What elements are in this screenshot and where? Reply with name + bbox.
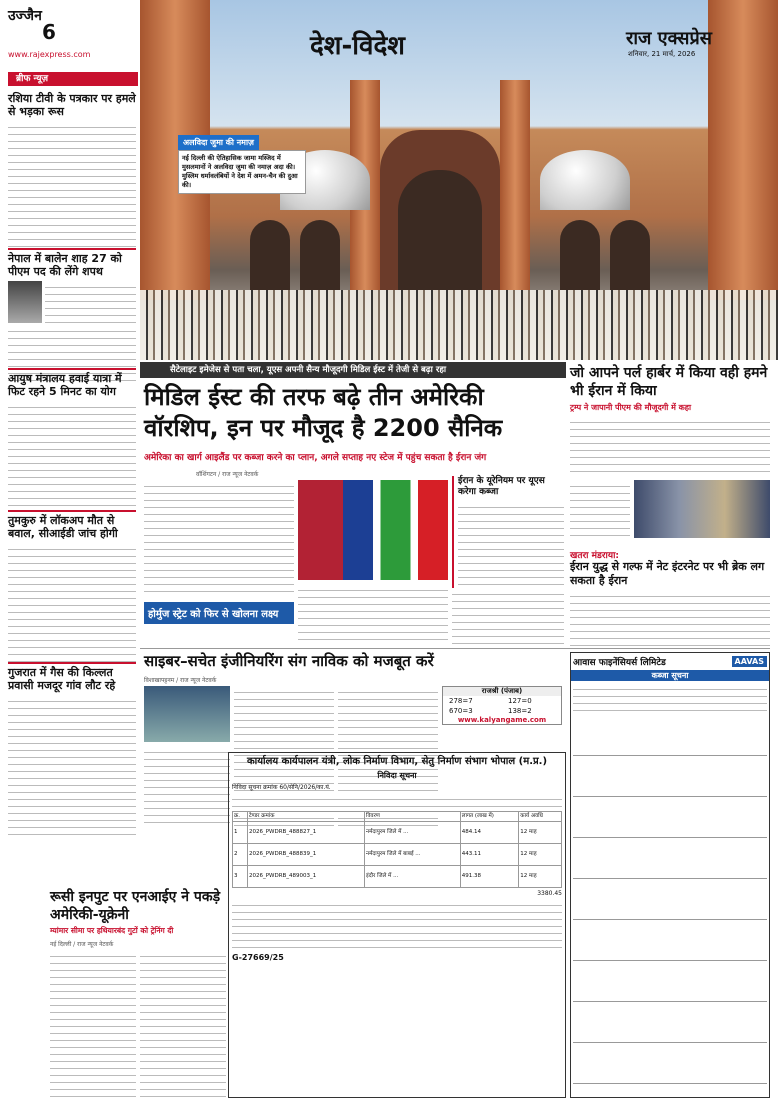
brief-2-title: नेपाल में बालेन शाह 27 को पीएम पद की लेंगे शपथ bbox=[8, 252, 122, 278]
pearl-headline: जो आपने पर्ल हार्बर में किया वही हमने भी ईरान में किया bbox=[570, 365, 768, 399]
brief-1 bbox=[8, 92, 136, 251]
tender-cell: नर्मदापुरम जिले में ... bbox=[365, 822, 461, 844]
tender-cell: इंदौर जिले में ... bbox=[365, 866, 461, 888]
page-number: 6 bbox=[42, 20, 56, 44]
tender-office: कार्यालय कार्यपालन यंत्री, लोक निर्माण विभाग, सेतु निर्माण संभाग भोपाल (म.प्र.) bbox=[246, 756, 548, 767]
photo-caption: नई दिल्ली की ऐतिहासिक जामा मस्जिद में मुसलमानों ने अलविदा जुमा की नमाज़ अदा की। मुस्लिम धर्मावलंबियों ने देश में अमन-चैन की दुआ की। bbox=[178, 150, 306, 194]
cyber-headline: साइबर–सचेत इंजीनियरिंग संग नाविक को मजबूत करें bbox=[144, 652, 434, 670]
tender-col-header: लागत (लाख में) bbox=[460, 812, 518, 822]
lead-byline: वॉशिंगटन / राज न्यूज नेटवर्क bbox=[196, 471, 259, 478]
brief-4 bbox=[8, 514, 136, 663]
photo-tag: अलविदा जुमा की नमाज़ bbox=[178, 135, 259, 150]
headline-strip: सैटेलाइट इमेजेस से पता चला, यूएस अपनी सैन्य मौजूदगी मिडिल ईस्ट में तेजी से बढ़ा रहा bbox=[140, 362, 566, 378]
brief-4-title: तुमकुरु में लॉकअप मौत से बवाल, सीआईडी जांच होगी bbox=[8, 514, 118, 540]
uranium-box-title: ईरान के यूरेनियम पर यूएस करेगा कब्जा bbox=[458, 476, 545, 497]
tender-table bbox=[232, 811, 562, 888]
tender-cell: 2026_PWDRB_489003_1 bbox=[247, 866, 364, 888]
tender-row bbox=[233, 844, 562, 866]
brief-1-title: रशिया टीवी के पत्रकार पर हमले से भड़का रूस bbox=[8, 92, 136, 118]
brief-2 bbox=[8, 252, 136, 385]
tender-cell: 491.38 bbox=[460, 866, 518, 888]
tender-cell: 2 bbox=[233, 844, 248, 866]
cyber-body-0 bbox=[144, 746, 230, 826]
tender-col-header: कार्य अवधि bbox=[519, 812, 562, 822]
aavas-subtitle: कब्जा सूचना bbox=[571, 670, 769, 681]
tender-cell: 3 bbox=[233, 866, 248, 888]
cyber-photo bbox=[144, 686, 230, 742]
rusi-headline-main: रूसी इनपुट पर एनआईए ने पकड़े अमेरिकी-यूक्रेनी bbox=[50, 889, 221, 923]
rusi-byline: नई दिल्ली / राज न्यूज नेटवर्क bbox=[50, 941, 114, 948]
lottery-cell: 278=7 bbox=[449, 697, 473, 705]
rusi-body-1 bbox=[50, 950, 136, 1100]
site-url[interactable]: www.rajexpress.com bbox=[8, 50, 91, 59]
tender-ref: निविदा सूचना क्रमांक 60/सेनि/2026/का.यं. bbox=[232, 784, 331, 791]
lead-quote: होर्मुज स्ट्रेट को फिर से खोलना लक्ष्य bbox=[144, 602, 294, 624]
tender-title: निविदा सूचना bbox=[377, 771, 417, 780]
lottery-box bbox=[442, 686, 562, 725]
aavas-title: आवास फाइनेंसियर्स लिमिटेड bbox=[573, 658, 666, 668]
internet-headline: ईरान युद्ध से गल्फ में नेट इंटरनेट पर भी ब्रेक लग सकता है ईरान bbox=[570, 560, 765, 587]
aavas-notice bbox=[570, 652, 770, 1098]
lottery-cell: 127=0 bbox=[508, 697, 532, 705]
lead-headline: मिडिल ईस्ट की तरफ बढ़े तीन अमेरिकी वॉरशिप, इन पर मौजूद है 2200 सैनिक bbox=[144, 383, 503, 442]
section-title: देश-विदेश bbox=[310, 31, 405, 61]
tender-row bbox=[233, 822, 562, 844]
tender-col-header: विवरण bbox=[365, 812, 461, 822]
tender-cell: 1 bbox=[233, 822, 248, 844]
tender-col-header: क्र. bbox=[233, 812, 248, 822]
trump-photo bbox=[634, 480, 770, 538]
brief-5 bbox=[8, 666, 136, 835]
tender-total: 3380.45 bbox=[537, 890, 562, 897]
lead-body-2 bbox=[298, 584, 448, 644]
lead-body-1 bbox=[144, 480, 294, 598]
tender-col-header: टेण्डर क्रमांक bbox=[247, 812, 364, 822]
breaking-label: ब्रीफ न्यूज़ bbox=[8, 72, 138, 86]
internet-tag: खतरा मंडराया: bbox=[570, 551, 619, 561]
brief-3 bbox=[8, 372, 136, 511]
brand-name: राज एक्सप्रेस bbox=[626, 28, 712, 49]
internet-body bbox=[570, 590, 770, 646]
tender-notice bbox=[228, 752, 566, 1098]
lottery-site[interactable]: www.kalyangame.com bbox=[457, 716, 547, 724]
tender-cell: 12 माह bbox=[519, 822, 562, 844]
cyber-byline: विशाखापट्टनम / राज न्यूज नेटवर्क bbox=[144, 677, 217, 684]
tender-cell: 12 माह bbox=[519, 844, 562, 866]
rusi-body-2 bbox=[140, 950, 226, 1100]
tender-cell: 2026_PWDRB_488827_1 bbox=[247, 822, 364, 844]
flags-graphic bbox=[298, 480, 448, 580]
lottery-cell: 138=2 bbox=[508, 707, 532, 715]
tender-row bbox=[233, 866, 562, 888]
tender-cell: 2026_PWDRB_488839_1 bbox=[247, 844, 364, 866]
tender-code: G-27669/25 bbox=[232, 953, 284, 962]
brief-3-title: आयुष मंत्रालय हवाई यात्रा में फिट रहने 5 मिनट का योग bbox=[8, 372, 122, 398]
uranium-box bbox=[452, 476, 564, 601]
rusi-subhead: म्यांमार सीमा पर हथियारबंद गुटों को ट्रेनिंग दी bbox=[50, 926, 174, 935]
aavas-logo: AAVAS bbox=[732, 656, 767, 667]
pearl-body bbox=[570, 416, 770, 478]
pearl-subhead: ट्रम्प ने जापानी पीएम की मौजूदगी में कहा bbox=[570, 403, 692, 412]
balen-photo bbox=[8, 281, 42, 323]
tender-cell: नर्मदापुरम जिले में बाबई ... bbox=[365, 844, 461, 866]
city-label: उज्जैन bbox=[8, 8, 42, 24]
tender-cell: 12 माह bbox=[519, 866, 562, 888]
pearl-body-2 bbox=[570, 480, 630, 540]
tender-cell: 443.11 bbox=[460, 844, 518, 866]
lead-body-3 bbox=[452, 588, 564, 646]
brief-5-title: गुजरात में गैस की किल्लत प्रवासी मजदूर गांव लौट रहे bbox=[8, 666, 116, 692]
lead-subhead: अमेरिका का खार्ग आइलैंड पर कब्जा करने का प्लान, अगले सप्ताह नए स्टेज में पहुंच सकता है ईरान जंग bbox=[144, 453, 487, 463]
lottery-cell: 670=3 bbox=[449, 707, 473, 715]
lottery-title: राजश्री (पंजाब) bbox=[443, 687, 561, 696]
issue-date: शनिवार, 21 मार्च, 2026 bbox=[628, 50, 696, 58]
tender-cell: 484.14 bbox=[460, 822, 518, 844]
